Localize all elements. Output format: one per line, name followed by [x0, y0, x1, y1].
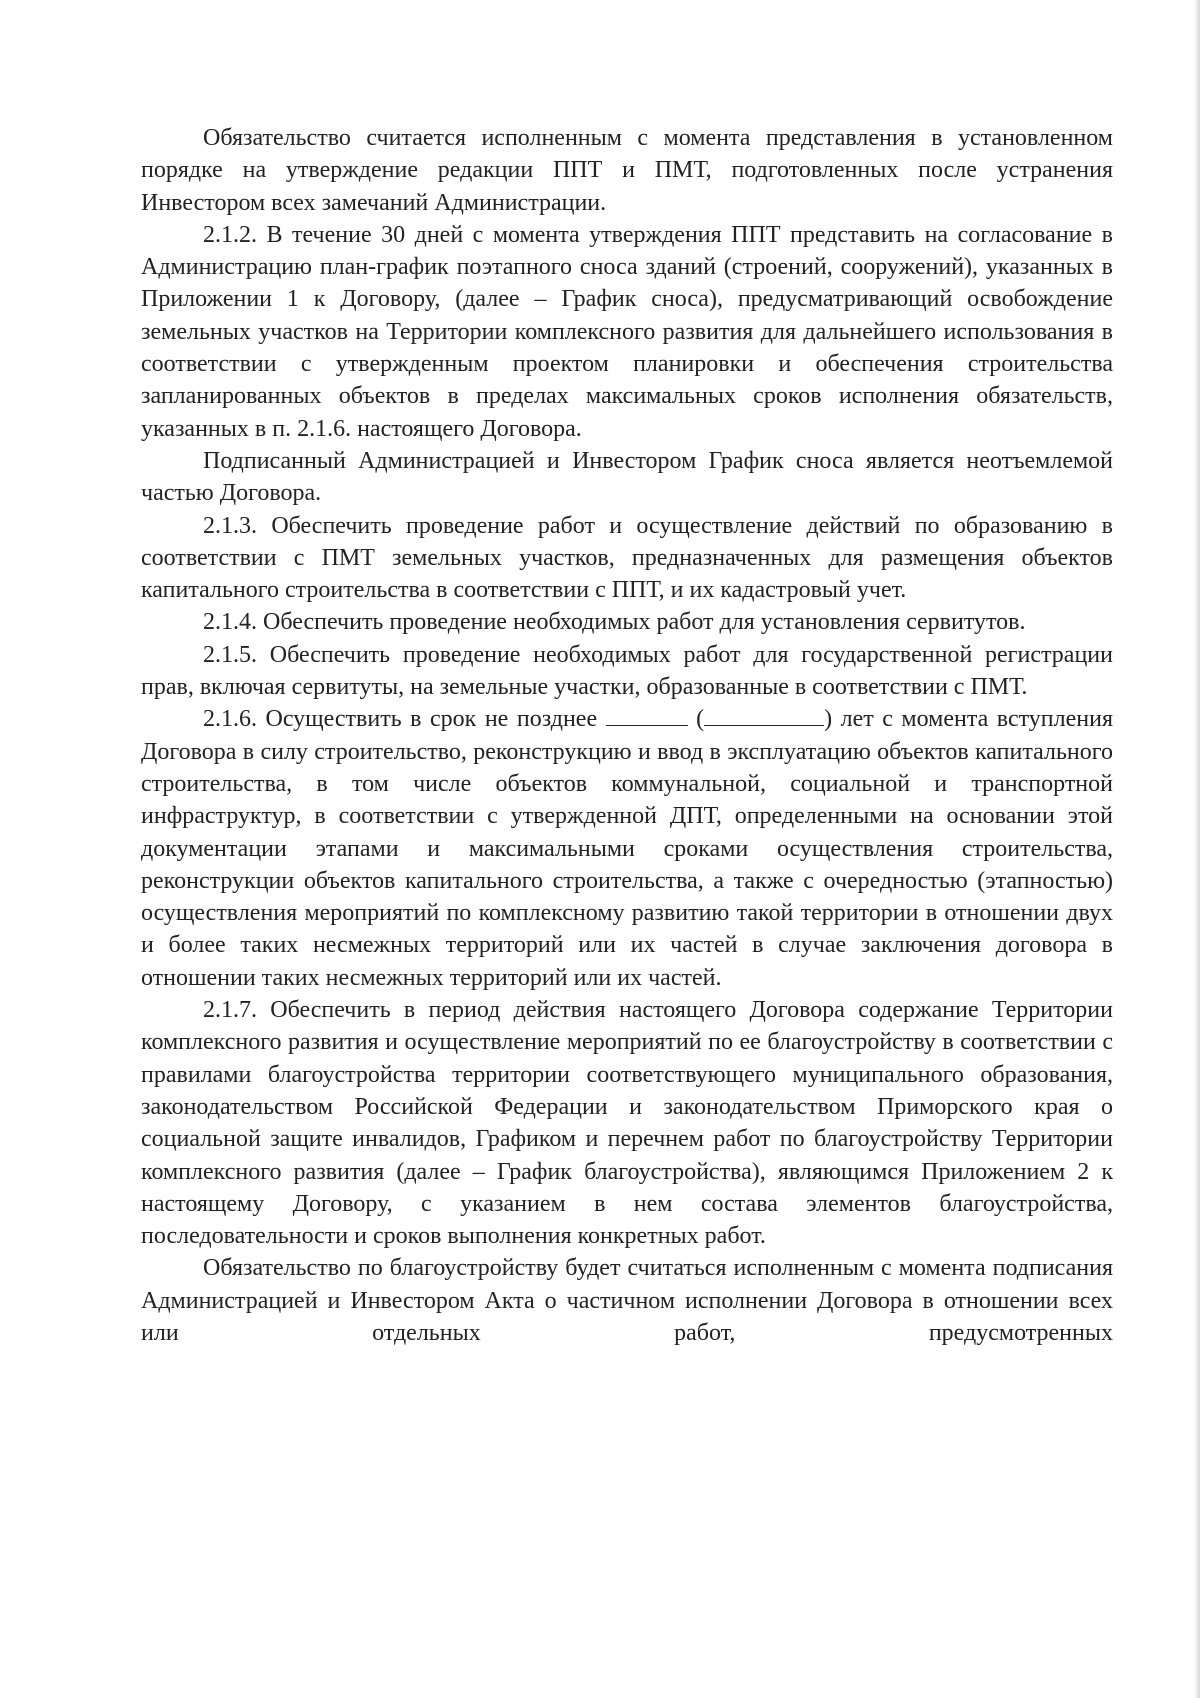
- term-blank-field: [606, 703, 688, 726]
- document-body: [141, 122, 1113, 1349]
- clause-2-1-6-paren: (: [696, 706, 705, 733]
- clause-2-1-6-rest: ) лет с момента вступления Договора в силу строительство, реконструкцию и ввод в эксплуатацию объектов капитального строительства, в том числе объектов коммунальной, социальной и транспортной инфраструктур, в соответствии с утвержденной ДПТ, определенными на основании этой документации этапами и максимальными сроками осуществления строительства, реконструкции объектов капитального строительства, а также с очередностью (этапностью) осуществления мероприятий по комплексному развитию такой территории в отношении двух и более таких несмежных территорий или их частей в случае заключения договора в отношении таких несмежных территорий или их частей.: [141, 706, 1114, 991]
- term-words-blank-field: [704, 703, 824, 726]
- paragraph-clause-2-1-7: 2.1.7. Обеспечить в период действия настоящего Договора содержание Территории комплексного развития и осуществление мероприятий по ее благоустройству в соответствии с правилами благоустройства территории соответствующего муниципального образования, законодательством Российской Федерации и законодательством Приморского края о социальной защите инвалидов, Графиком и перечнем работ по благоустройству Территории комплексного развития (далее – График благоустройства), являющимся Приложением 2 к настоящему Договору, с указанием в нем состава элементов благоустройства, последовательности и сроков выполнения конкретных работ.: [141, 997, 1113, 1250]
- paragraph-clause-2-1-6: [141, 703, 1113, 994]
- paragraph-demolition-schedule: Подписанный Администрацией и Инвестором График сноса является неотъемлемой частью Договора.: [141, 447, 1113, 507]
- paragraph-clause-2-1-3: 2.1.3. Обеспечить проведение работ и осуществление действий по образованию в соответствии с ПМТ земельных участков, предназначенных для размещения объектов капитального строительства в соответствии с ППТ, и их кадастровый учет.: [141, 512, 1113, 604]
- clause-2-1-6-lead: 2.1.6. Осуществить в срок не позднее: [203, 706, 598, 733]
- paragraph-clause-2-1-2: 2.1.2. В течение 30 дней с момента утверждения ППТ представить на согласование в Администрацию план-график поэтапного сноса зданий (строений, сооружений), указанных в Приложении 1 к Договору, (далее – График сноса), предусматривающий освобождение земельных участков на Территории комплексного развития для дальнейшего использования в соответствии с утвержденным проектом планировки и обеспечения строительства запланированных объектов в пределах максимальных сроков исполнения обязательств, указанных в п. 2.1.6. настоящего Договора.: [141, 221, 1113, 442]
- paragraph-obligation-fulfilled: Обязательство считается исполненным с момента представления в установленном порядке на утверждение редакции ППТ и ПМТ, подготовленных после устранения Инвестором всех замечаний Администрации.: [141, 125, 1113, 216]
- paragraph-landscaping-obligation: Обязательство по благоустройству будет считаться исполненным с момента подписания Администрацией и Инвестором Акта о частичном исполнении Договора в отношении всех или отдельных работ, предусмотренных: [141, 1255, 1113, 1346]
- paragraph-clause-2-1-5: 2.1.5. Обеспечить проведение необходимых работ для государственной регистрации прав, включая сервитуты, на земельные участки, образованные в соответствии с ПМТ.: [141, 641, 1113, 701]
- scan-edge-shadow: [1194, 0, 1200, 1698]
- paragraph-clause-2-1-4: 2.1.4. Обеспечить проведение необходимых работ для установления сервитутов.: [203, 609, 1026, 636]
